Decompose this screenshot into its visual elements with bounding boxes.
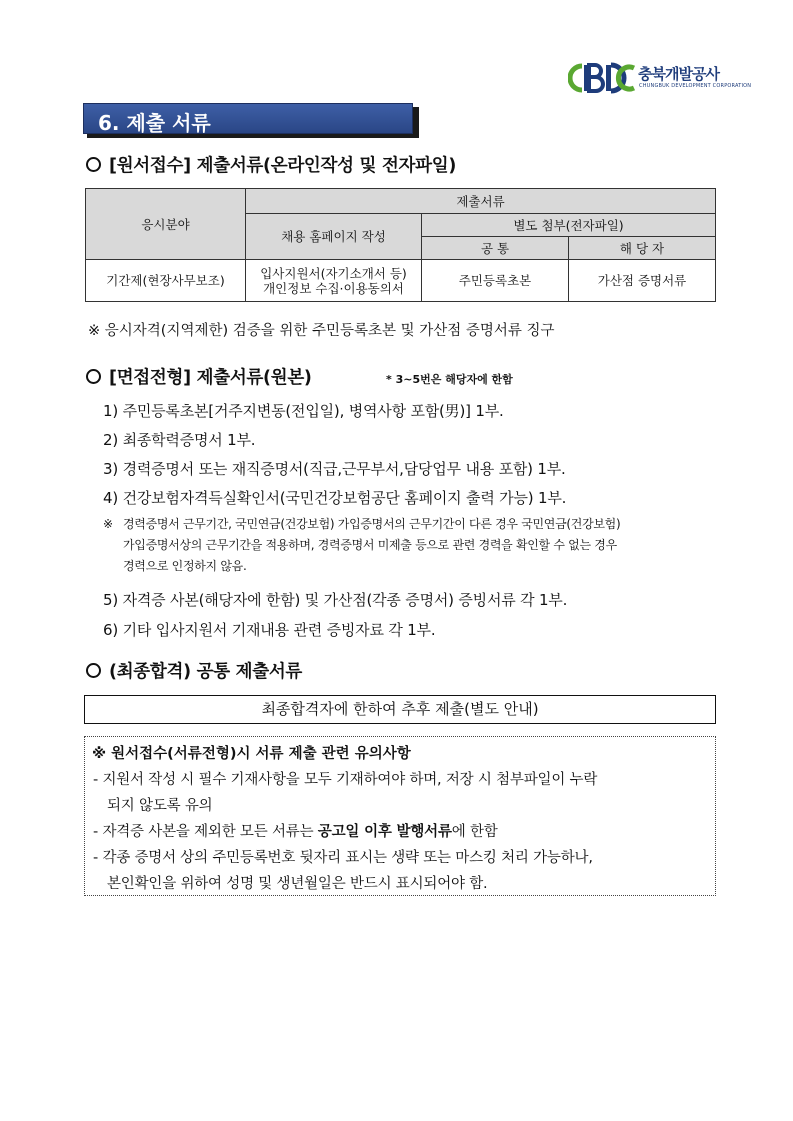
list-item: 2) 최종학력증명서 1부. <box>103 431 256 449</box>
final-heading-text: (최종합격) 공통 제출서류 <box>109 662 303 682</box>
interview-heading-note: * 3~5번은 해당자에 한함 <box>386 373 513 386</box>
list-item: 6) 기타 입사지원서 기재내용 관련 증빙자료 각 1부. <box>103 621 436 639</box>
online-submission-heading <box>86 152 456 177</box>
cell-common: 주민등록초본 <box>422 260 569 302</box>
header-field: 응시분야 <box>86 189 246 260</box>
cell-field: 기간제(현장사무보조) <box>86 260 246 302</box>
caution-bold-text: 공고일 이후 발행서류 <box>317 824 452 840</box>
career-note <box>103 514 718 577</box>
logo-subtext: CHUNGBUK DEVELOPMENT CORPORATION <box>639 83 752 89</box>
interview-heading-text: [면접전형] 제출서류(원본) <box>109 368 312 388</box>
caution-line: 본인확인을 위하여 성명 및 생년월일은 반드시 표시되어야 함. <box>107 876 488 892</box>
logo-text: 충북개발공사 <box>638 65 719 83</box>
list-item: 1) 주민등록초본[거주지변동(전입일), 병역사항 포함(男)] 1부. <box>103 402 504 420</box>
caution-text: - 자격증 사본을 제외한 모든 서류는 <box>93 824 318 840</box>
caution-line: - 지원서 작성 시 필수 기재사항을 모두 기재하여야 하며, 저장 시 첨부파일이 누락 <box>93 772 598 788</box>
interview-heading <box>86 364 312 389</box>
cell-applicable: 가산점 증명서류 <box>569 260 716 302</box>
online-heading-text: [원서접수] 제출서류(온라인작성 및 전자파일) <box>109 156 457 176</box>
list-item: 3) 경력증명서 또는 재직증명서(직급,근무부서,담당업무 내용 포함) 1부. <box>103 460 566 478</box>
final-box: 최종합격자에 한하여 추후 제출(별도 안내) <box>84 695 716 724</box>
caution-box <box>84 736 716 896</box>
header-common: 공 통 <box>422 237 569 260</box>
circle-bullet-icon <box>86 157 101 172</box>
table-row <box>86 260 716 302</box>
circle-bullet-icon <box>86 663 101 678</box>
header-web: 채용 홈페이지 작성 <box>246 214 422 260</box>
section-header <box>83 103 419 138</box>
list-item: 5) 자격증 사본(해당자에 한함) 및 가산점(각종 증명서) 증빙서류 각 1부. <box>103 591 568 609</box>
caution-title: ※ 원서접수(서류전형)시 서류 제출 관련 유의사항 <box>92 746 411 762</box>
header-applicable: 해 당 자 <box>569 237 716 260</box>
caution-line: - 각종 증명서 상의 주민등록번호 뒷자리 표시는 생략 또는 마스킹 처리 가능하나, <box>93 850 593 866</box>
section-header-box <box>83 103 413 134</box>
cell-web-line-1: 입사지원서(자기소개서 등) <box>260 265 407 281</box>
caution-line <box>93 820 498 841</box>
online-note: ※ 응시자격(지역제한) 검증을 위한 주민등록초본 및 가산점 증명서류 징구 <box>88 323 555 339</box>
cell-web <box>246 260 422 302</box>
note-mark: ※ <box>103 517 113 531</box>
final-heading <box>86 658 302 683</box>
circle-bullet-icon <box>86 369 101 384</box>
note-line: 가입증명서상의 근무기간을 적용하며, 경력증명서 미제출 등으로 관련 경력을 확인할 수 없는 경우 <box>123 538 617 552</box>
header-docs: 제출서류 <box>246 189 716 214</box>
company-logo <box>568 60 752 96</box>
section-title: 6. 제출 서류 <box>98 111 211 135</box>
list-item: 4) 건강보험자격득실확인서(국민건강보험공단 홈페이지 출력 가능) 1부. <box>103 489 567 507</box>
caution-line: 되지 않도록 유의 <box>107 798 213 814</box>
cbdc-logo-mark <box>568 60 638 96</box>
note-line: 경력증명서 근무기간, 국민연금(건강보험) 가입증명서의 근무기간이 다른 경우 국민연금(건강보험) <box>123 517 621 531</box>
cell-web-line-2: 개인정보 수집·이용동의서 <box>263 280 404 296</box>
header-attach: 별도 첨부(전자파일) <box>422 214 716 237</box>
note-line: 경력으로 인정하지 않음. <box>123 559 247 573</box>
submission-table <box>85 188 716 302</box>
caution-text: 에 한함 <box>451 824 498 840</box>
